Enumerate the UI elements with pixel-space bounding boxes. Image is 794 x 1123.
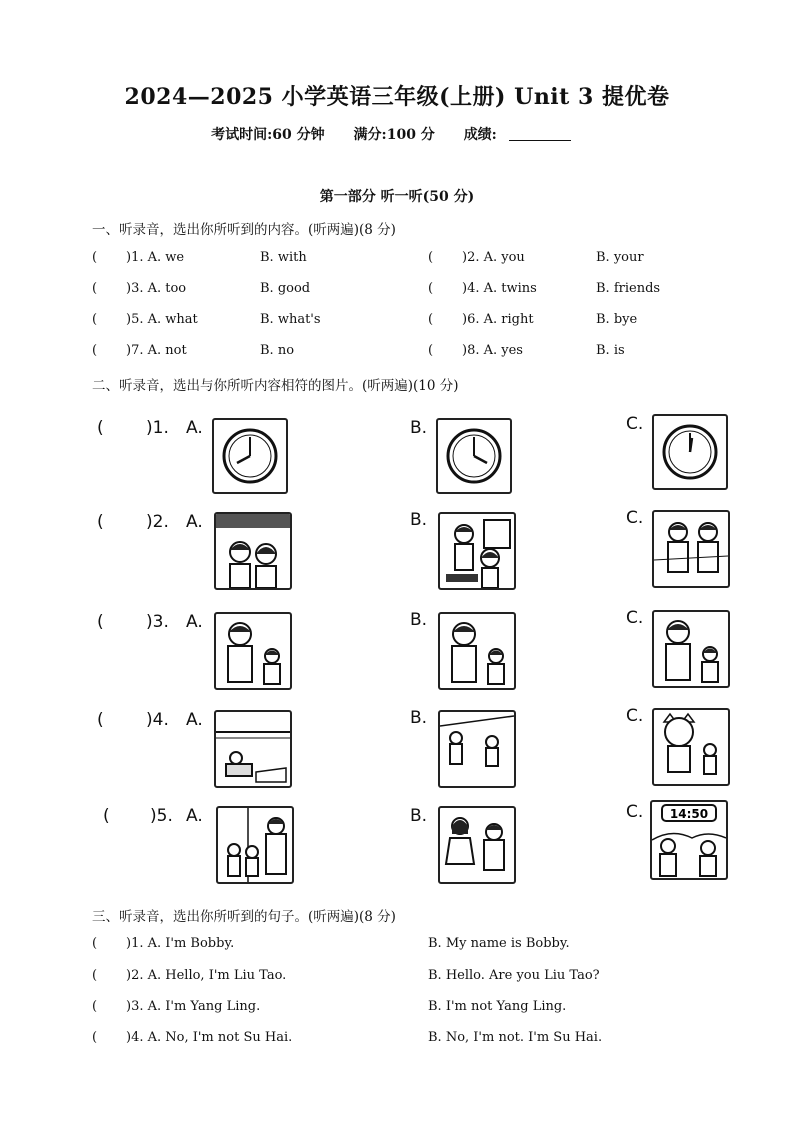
option-a-label: A. xyxy=(186,710,203,730)
option-a: )2. A. Hello, I'm Liu Tao. xyxy=(126,968,287,983)
mouse-car-picture[interactable] xyxy=(214,710,292,788)
answer-paren[interactable]: ( xyxy=(92,312,98,327)
option-a-label: A. xyxy=(186,418,203,438)
option-a-label: A. xyxy=(186,612,203,632)
option-c-label: C. xyxy=(626,608,644,628)
question-number: )1. xyxy=(146,418,169,438)
question-number: )5. xyxy=(150,806,173,826)
option-b-label: B. xyxy=(410,806,428,826)
option-b: B. Hello. Are you Liu Tao? xyxy=(428,968,600,983)
clock-picture-c[interactable] xyxy=(652,414,728,490)
man-boy-picture[interactable] xyxy=(652,610,730,688)
question-number: )3. xyxy=(146,612,169,632)
option-b: B. what's xyxy=(260,312,321,327)
grade-label: 成绩: xyxy=(463,127,497,143)
answer-paren[interactable]: ( xyxy=(428,312,434,327)
answer-paren[interactable]: ( xyxy=(428,343,434,358)
option-b: B. your xyxy=(596,250,644,265)
option-b-label: B. xyxy=(410,708,428,728)
exam-grade xyxy=(464,124,583,144)
question-number: )4. xyxy=(146,710,169,730)
part1-title: 第一部分 听一听(50 分) xyxy=(319,189,475,205)
answer-paren[interactable]: ( xyxy=(92,1030,98,1045)
teacher-children-picture[interactable] xyxy=(216,806,294,884)
mice-picture[interactable] xyxy=(438,710,516,788)
answer-paren[interactable]: ( xyxy=(92,343,98,358)
girl-boy-picture[interactable] xyxy=(438,806,516,884)
option-b: B. My name is Bobby. xyxy=(428,936,570,951)
option-a: )4. A. twins xyxy=(462,281,537,296)
answer-paren[interactable]: ( xyxy=(97,710,104,730)
option-c-label: C. xyxy=(626,508,644,528)
option-a: )7. A. not xyxy=(126,343,187,358)
two-children-picture[interactable] xyxy=(214,512,292,590)
answer-paren[interactable]: ( xyxy=(97,512,104,532)
option-b: B. no xyxy=(260,343,295,358)
time-display: 14:50 xyxy=(669,807,709,821)
option-a-label: A. xyxy=(186,512,203,532)
option-a: )1. A. we xyxy=(126,250,185,265)
two-boys-picture[interactable] xyxy=(652,510,730,588)
cat-mouse-picture[interactable] xyxy=(652,708,730,786)
option-c-label: C. xyxy=(626,802,644,822)
question-number: )2. xyxy=(146,512,169,532)
answer-paren[interactable]: ( xyxy=(92,281,98,296)
option-a: )6. A. right xyxy=(462,312,534,327)
answer-paren[interactable]: ( xyxy=(428,281,434,296)
answer-paren[interactable]: ( xyxy=(92,936,98,951)
page-title: 2024—2025 小学英语三年级(上册) Unit 3 提优卷 xyxy=(124,84,670,110)
option-b-label: B. xyxy=(410,610,428,630)
grade-blank[interactable] xyxy=(509,126,571,141)
option-a: )3. A. I'm Yang Ling. xyxy=(126,999,261,1014)
option-b: B. bye xyxy=(596,312,638,327)
answer-paren[interactable]: ( xyxy=(92,250,98,265)
option-a: )1. A. I'm Bobby. xyxy=(126,936,235,951)
answer-paren[interactable]: ( xyxy=(103,806,110,826)
man-boy-picture[interactable] xyxy=(438,612,516,690)
option-b: B. friends xyxy=(596,281,661,296)
answer-paren[interactable]: ( xyxy=(97,418,104,438)
option-a: )4. A. No, I'm not Su Hai. xyxy=(126,1030,293,1045)
sec3-title: 三、听录音，选出你所听到的句子。(听两遍)(8 分) xyxy=(92,909,396,925)
option-c-label: C. xyxy=(626,414,644,434)
option-b: B. with xyxy=(260,250,307,265)
option-a: )5. A. what xyxy=(126,312,198,327)
option-b: B. is xyxy=(596,343,625,358)
sec1-title: 一、听录音，选出你所听到的内容。(听两遍)(8 分) xyxy=(92,222,396,238)
answer-paren[interactable]: ( xyxy=(92,968,98,983)
exam-full-score: 满分:100 分 xyxy=(353,127,435,143)
sec2-title: 二、听录音，选出与你所听内容相符的图片。(听两遍)(10 分) xyxy=(92,378,459,394)
option-a-label: A. xyxy=(186,806,203,826)
option-c-label: C. xyxy=(626,706,644,726)
classroom-children-picture[interactable] xyxy=(438,512,516,590)
exam-time: 考试时间:60 分钟 xyxy=(211,127,325,143)
option-a: )2. A. you xyxy=(462,250,525,265)
man-boy-picture[interactable] xyxy=(214,612,292,690)
answer-paren[interactable]: ( xyxy=(92,999,98,1014)
option-b: B. No, I'm not. I'm Su Hai. xyxy=(428,1030,603,1045)
clock-picture-a[interactable] xyxy=(212,418,288,494)
option-a: )3. A. too xyxy=(126,281,187,296)
option-b-label: B. xyxy=(410,510,428,530)
option-b: B. I'm not Yang Ling. xyxy=(428,999,567,1014)
clock-picture-b[interactable] xyxy=(436,418,512,494)
exam-meta xyxy=(0,124,794,144)
option-b: B. good xyxy=(260,281,311,296)
answer-paren[interactable]: ( xyxy=(428,250,434,265)
option-a: )8. A. yes xyxy=(462,343,523,358)
clock-boys-picture[interactable] xyxy=(650,800,728,880)
option-b-label: B. xyxy=(410,418,428,438)
answer-paren[interactable]: ( xyxy=(97,612,104,632)
